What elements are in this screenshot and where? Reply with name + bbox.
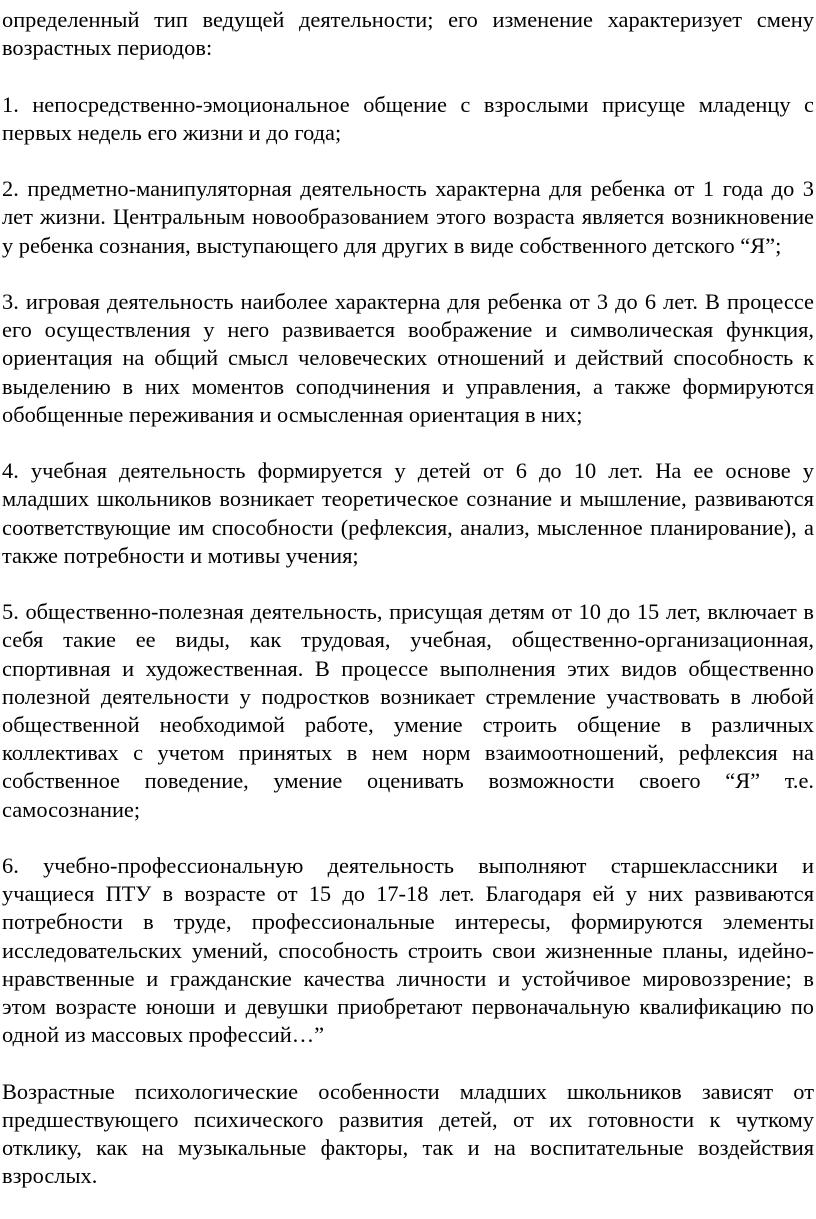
paragraph-item-2: 2. предметно-манипуляторная деятельность характерна для ребенка от 1 года до 3 лет жизни. Центральным новообразованием этого возраста является возникновение у ребенка сознания, выступающего для других в виде собственного детского “Я”; xyxy=(2,176,814,258)
paragraph-item-6: 6. учебно-профессиональную деятельность выполняют старшеклассники и учащиеся ПТУ в возрасте от 15 до 17-18 лет. Благодаря ей у них развиваются потребности в труде, профессиональные интересы, формируются элементы исследовательских умений, способность строить свои жизненные планы, идейно-нравственные и гражданские качества личности и устойчивое мировоззрение; в этом возрасте юноши и девушки приобретают первоначальную квалификацию по одной из массовых профессий…” xyxy=(2,853,814,1048)
paragraph-item-1: 1. непосредственно-эмоциональное общение с взрослыми присуще младенцу с первых недель его жизни и до года; xyxy=(2,91,814,145)
paragraph-item-5: 5. общественно-полезная деятельность, присущая детям от 10 до 15 лет, включает в себя такие ее виды, как трудовая, учебная, общественно-организационная, спортивная и художественная. В процессе выполнения этих видов общественно полезной деятельности у подростков возникает стремление участвовать в любой общественной необходимой работе, умение строить общение в различных коллективах с учетом принятых в нем норм взаимоотношений, рефлексия на собственное поведение, умение оценивать возможности своего “Я” т.е. самосознание; xyxy=(2,599,814,822)
paragraph-conclusion: Возрастные психологические особенности младших школьников зависят от предшествующего психического развития детей, от их готовности к чуткому отклику, как на музыкальные факторы, так и на воспитательные воздействия взрослых. xyxy=(2,1078,814,1189)
paragraph-item-3: 3. игровая деятельность наиболее характерна для ребенка от 3 до 6 лет. В процессе его осуществления у него развивается воображение и символическая функция, ориентация на общий смысл человеческих отношений и действий способность к выделению в них моментов соподчинения и управления, а также формируются обобщенные переживания и осмысленная ориентация в них; xyxy=(2,288,814,427)
paragraph-intro: определенный тип ведущей деятельности; его изменение характеризует смену возрастных периодов: xyxy=(2,7,814,61)
paragraph-item-4: 4. учебная деятельность формируется у детей от 6 до 10 лет. На ее основе у младших школьников возникает теоретическое сознание и мышление, развиваются соответствующие им способности (рефлексия, анализ, мысленное планирование), а также потребности и мотивы учения; xyxy=(2,458,814,568)
